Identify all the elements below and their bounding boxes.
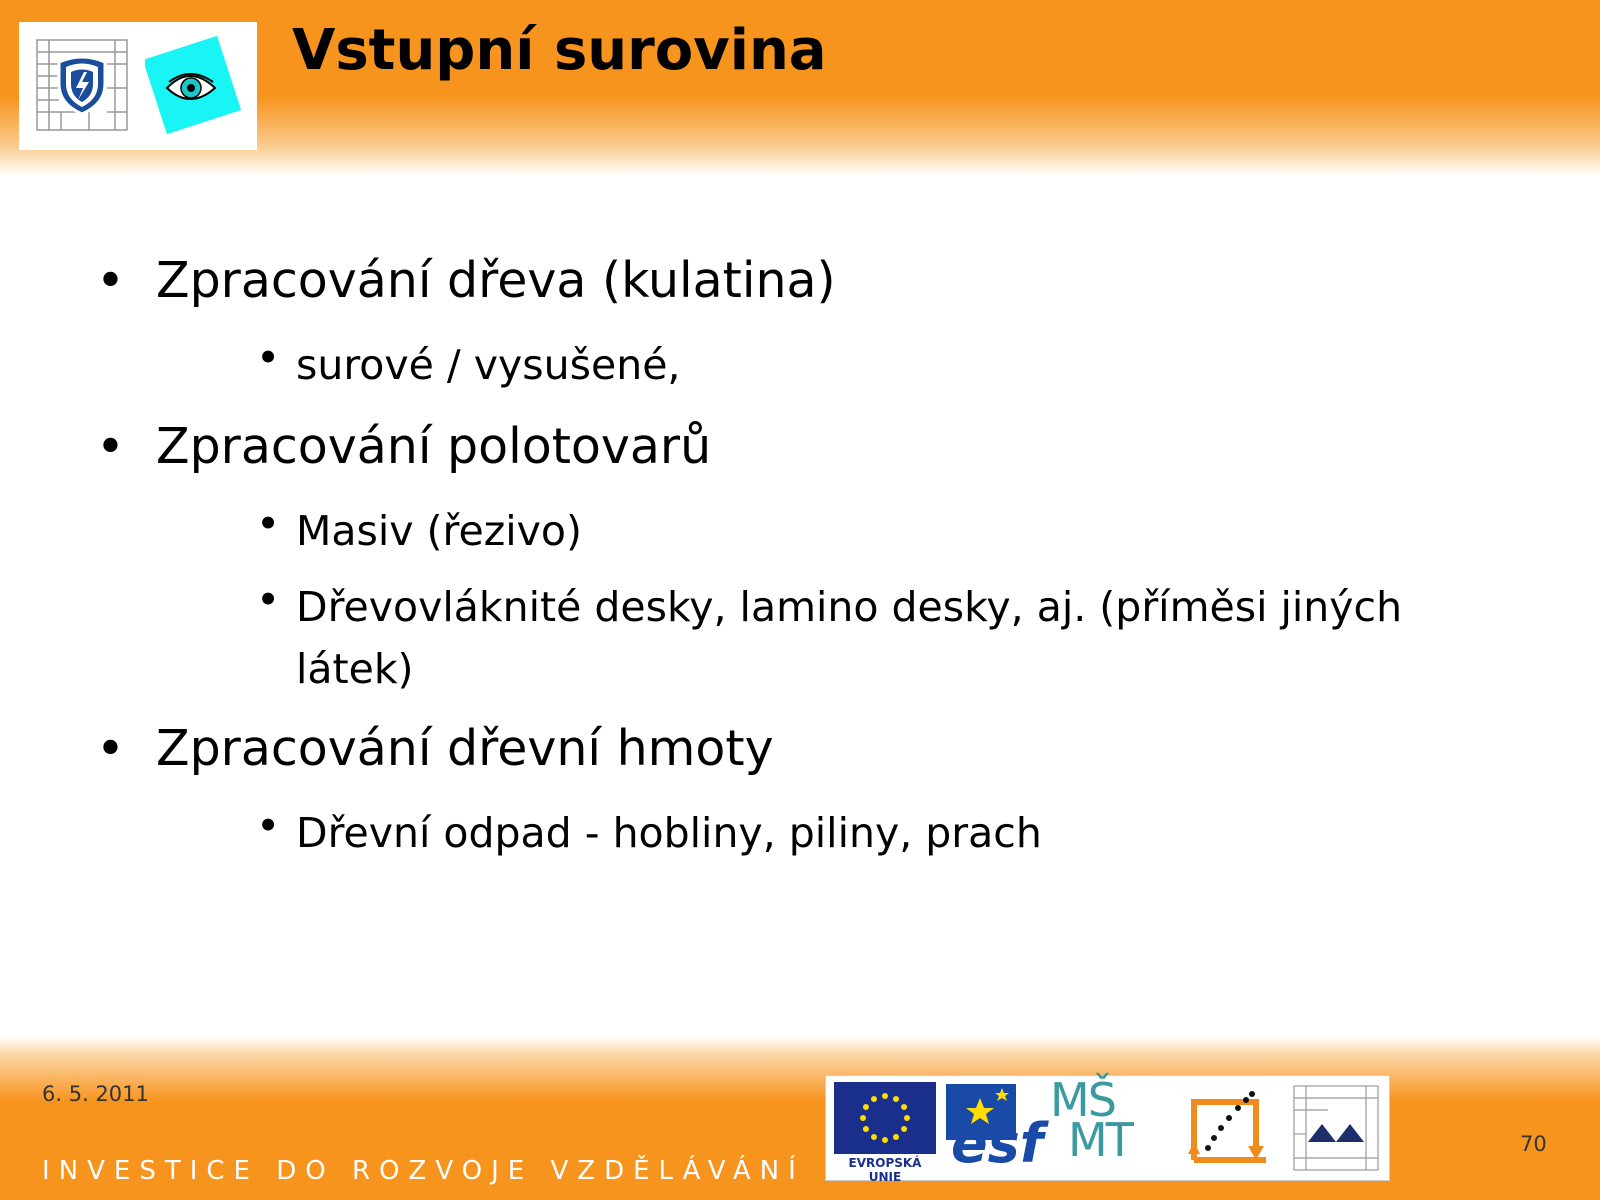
bullet-icon: • <box>256 802 281 850</box>
eu-star <box>860 1115 866 1121</box>
msmt-line1: MŠ <box>1050 1073 1115 1127</box>
sub-list-item-label: Dřevovláknité desky, lamino desky, aj. (příměsi jiných <box>296 583 1403 631</box>
list-item-label: Zpracování dřevní hmoty <box>156 720 774 777</box>
university-logo-icon <box>1288 1080 1384 1176</box>
eu-star <box>871 1134 877 1140</box>
sub-list-item-label: látek) <box>296 645 414 693</box>
list-item-label: Zpracování polotovarů <box>156 418 712 475</box>
msmt-line2: MT <box>1068 1113 1132 1167</box>
header-logo-box <box>19 22 257 150</box>
eu-star <box>863 1126 869 1132</box>
eu-star <box>901 1104 907 1110</box>
bullet-icon: • <box>256 334 281 382</box>
slide-header <box>0 0 1600 176</box>
eu-star <box>863 1104 869 1110</box>
bullet-icon: • <box>96 720 125 777</box>
oppa-arrows-icon <box>1186 1080 1282 1176</box>
sub-list-item-label: Masiv (řezivo) <box>296 507 582 555</box>
bullet-icon: • <box>96 418 125 475</box>
slide-title: Vstupní surovina <box>292 18 827 83</box>
eu-star <box>882 1093 888 1099</box>
esf-label: esf <box>951 1112 1044 1175</box>
eu-star <box>893 1134 899 1140</box>
page-number: 70 <box>1520 1132 1547 1156</box>
sub-list-item-label: Dřevní odpad - hobliny, piliny, prach <box>296 809 1042 857</box>
footer-logo-strip <box>825 1073 1390 1184</box>
eu-star <box>893 1096 899 1102</box>
list-item-label: Zpracování dřeva (kulatina) <box>156 252 836 309</box>
eye-logo-icon <box>145 36 245 136</box>
sub-list-item-label: surové / vysušené, <box>296 341 681 389</box>
eu-star <box>871 1096 877 1102</box>
eu-label: EVROPSKÁ UNIE <box>848 1156 922 1184</box>
bullet-icon: • <box>256 500 281 548</box>
eu-star <box>882 1137 888 1143</box>
eu-star <box>904 1115 910 1121</box>
footer-tagline: INVESTICE DO ROZVOJE VZDĚLÁVÁNÍ <box>42 1156 805 1186</box>
msmt-logo-icon <box>1050 1073 1132 1167</box>
bullet-icon: • <box>96 252 125 309</box>
eu-star <box>901 1126 907 1132</box>
eu-flag-icon <box>834 1082 938 1162</box>
bullet-icon: • <box>256 576 281 624</box>
slide-date: 6. 5. 2011 <box>42 1082 149 1106</box>
